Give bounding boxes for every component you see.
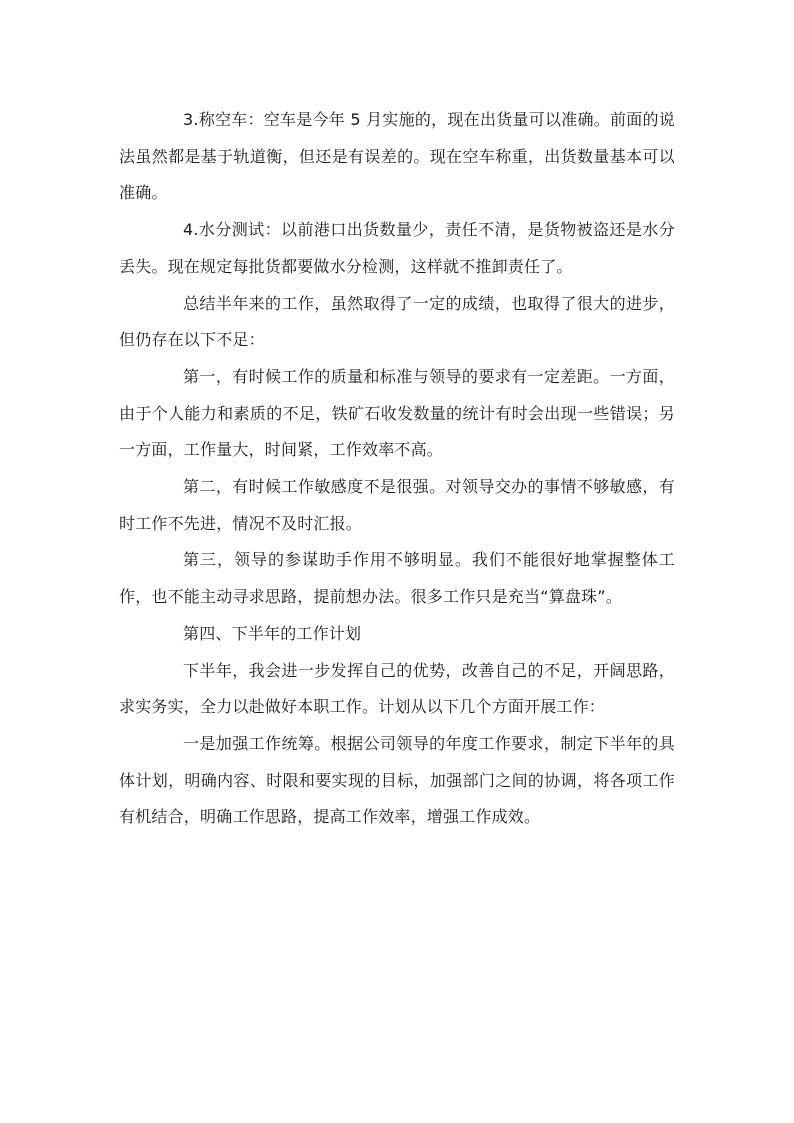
paragraph-shortcoming-3: 第三，领导的参谋助手作用不够明显。我们不能很好地掌握整体工作，也不能主动寻求思路，提前想办法。很多工作只是充当“算盘珠”。 (119, 550, 675, 607)
section-heading-plan: 第四、下半年的工作计划 (183, 623, 362, 643)
paragraph-shortcoming-2: 第二，有时候工作敏感度不是很强。对领导交办的事情不够敏感，有时工作不先进，情况不及时汇报。 (119, 477, 675, 533)
paragraph-weigh-empty-truck: 3.称空车：空车是今年 5 月实施的，现在出货量可以准确。前面的说法虽然都是基于轨道衡，但还是有误差的。现在空车称重，出货数量基本可以准确。 (119, 110, 675, 203)
paragraph-shortcoming-1: 第一，有时候工作的质量和标准与领导的要求有一定差距。一方面，由于个人能力和素质的不足，铁矿石收发数量的统计有时会出现一些错误；另一方面，工作量大，时间紧，工作效率不高。 (119, 366, 675, 460)
paragraph-plan-item-1: 一是加强工作统筹。根据公司领导的年度工作要求，制定下半年的具体计划，明确内容、时限和要实现的目标，加强部门之间的协调，将各项工作有机结合，明确工作思路，提高工作效率，增强工作成效。 (119, 733, 675, 827)
paragraph-moisture-test: 4.水分测试：以前港口出货数量少，责任不清，是货物被盗还是水分丢失。现在规定每批货都要做水分检测，这样就不推卸责任了。 (119, 220, 675, 276)
paragraph-summary: 总结半年来的工作，虽然取得了一定的成绩，也取得了很大的进步，但仍存在以下不足： (119, 293, 675, 350)
paragraph-plan-intro: 下半年，我会进一步发挥自己的优势，改善自己的不足，开阔思路，求实务实，全力以赴做好本职工作。计划从以下几个方面开展工作： (119, 660, 675, 717)
document-body (119, 102, 675, 836)
